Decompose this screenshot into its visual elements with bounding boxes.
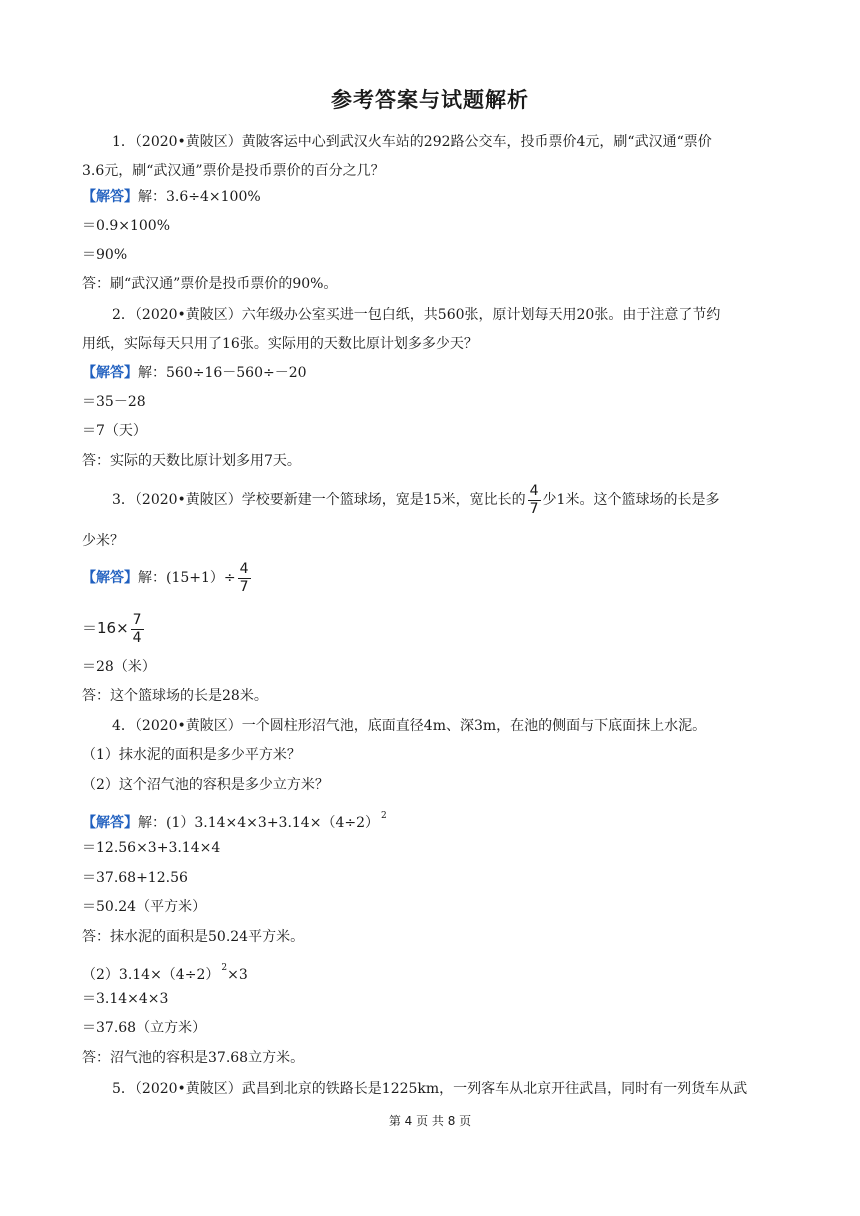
question-1-solution-2: ＝0.9×100% [82,218,171,234]
answer-tag: 【解答】 [82,365,138,381]
solution-step: （2）3.14×（4÷2） [82,967,220,983]
question-4-sub-1: （1）抹水泥的面积是多少平方米？ [82,747,301,763]
question-4-answer-2: 答：沼气池的容积是37.68立方米。 [82,1050,305,1066]
solution-step: 解：560÷16－560÷－20 [138,365,307,381]
answer-tag: 【解答】 [82,189,138,205]
question-5-line-1: 5．（2020•黄陂区）武昌到北京的铁路长是1225km，一列客车从北京开往武昌，同时有一列货车从武 [112,1081,748,1097]
question-3-line-2: 少米？ [82,533,124,549]
question-2-line-2: 用纸，实际每天只用了16张。实际用的天数比原计划多多少天？ [82,336,478,352]
question-4-solution-5 [82,958,248,985]
question-4-solution-7: ＝37.68（立方米） [82,1020,207,1036]
question-text: 少1米。这个篮球场的长是多 [542,492,720,508]
question-4-line-1: 4．（2020•黄陂区）一个圆柱形沼气池，底面直径4m、深3m，在池的侧面与下底面抹上水泥。 [112,718,707,734]
solution-step: 解：(1）3.14×4×3+3.14×（4÷2） [138,815,379,831]
question-4-solution-1 [82,806,387,833]
question-2-line-1: 2．（2020•黄陂区）六年级办公室买进一包白纸，共560张，原计划每天用20张。由于注意了节约 [112,307,721,323]
solution-step: ＝16× [82,619,129,637]
question-text: 3．（2020•黄陂区）学校要新建一个篮球场，宽是15米，宽比长的 [112,492,526,508]
fraction-four-sevenths: $\frac{4}{7}$ [239,560,249,595]
question-1-solution-3: ＝90% [82,247,128,263]
question-3-solution-2 [82,608,146,649]
question-2-solution-1 [82,363,307,383]
solution-step: 解：3.6÷4×100% [138,189,261,205]
question-4-solution-6: ＝3.14×4×3 [82,991,169,1007]
question-4-solution-3: ＝37.68+12.56 [82,870,188,886]
question-3-answer: 答：这个篮球场的长是28米。 [82,688,268,704]
exponent: 2 [221,963,228,973]
question-1-answer: 答：刷“武汉通”票价是投币票价的90%。 [82,276,338,292]
question-3-solution-3: ＝28（米） [82,659,156,675]
question-1-solution-1 [82,187,261,207]
exponent: 2 [381,811,387,821]
question-4-sub-2: （2）这个沼气池的容积是多少立方米？ [82,777,329,793]
question-2-answer: 答：实际的天数比原计划多用7天。 [82,453,301,469]
question-2-solution-2: ＝35－28 [82,394,146,410]
question-1-line-2: 3.6元，刷“武汉通”票价是投币票价的百分之几？ [82,163,385,179]
question-1-line-1: 1．（2020•黄陂区）黄陂客运中心到武汉火车站的292路公交车，投币票价4元，刷“武汉通“票价 [112,134,712,150]
question-3-solution-1 [82,558,253,598]
solution-step: 解：(15+1）÷ [138,570,236,586]
page-footer: 第 4 页 共 8 页 [388,1114,472,1128]
answer-tag: 【解答】 [82,815,138,831]
question-2-solution-3: ＝7（天） [82,423,147,439]
question-4-solution-2: ＝12.56×3+3.14×4 [82,840,221,856]
fraction-seven-fourths: $\frac{7}{4}$ [132,611,142,646]
question-4-answer-1: 答：抹水泥的面积是50.24平方米。 [82,929,305,945]
fraction-four-sevenths: $\frac{4}{7}$ [529,482,539,517]
page-title: 参考答案与试题解析 [331,88,529,112]
solution-step: ×3 [227,967,248,983]
answer-tag: 【解答】 [82,570,138,586]
question-4-solution-4: ＝50.24（平方米） [82,899,207,915]
question-3-line-1 [112,480,719,520]
